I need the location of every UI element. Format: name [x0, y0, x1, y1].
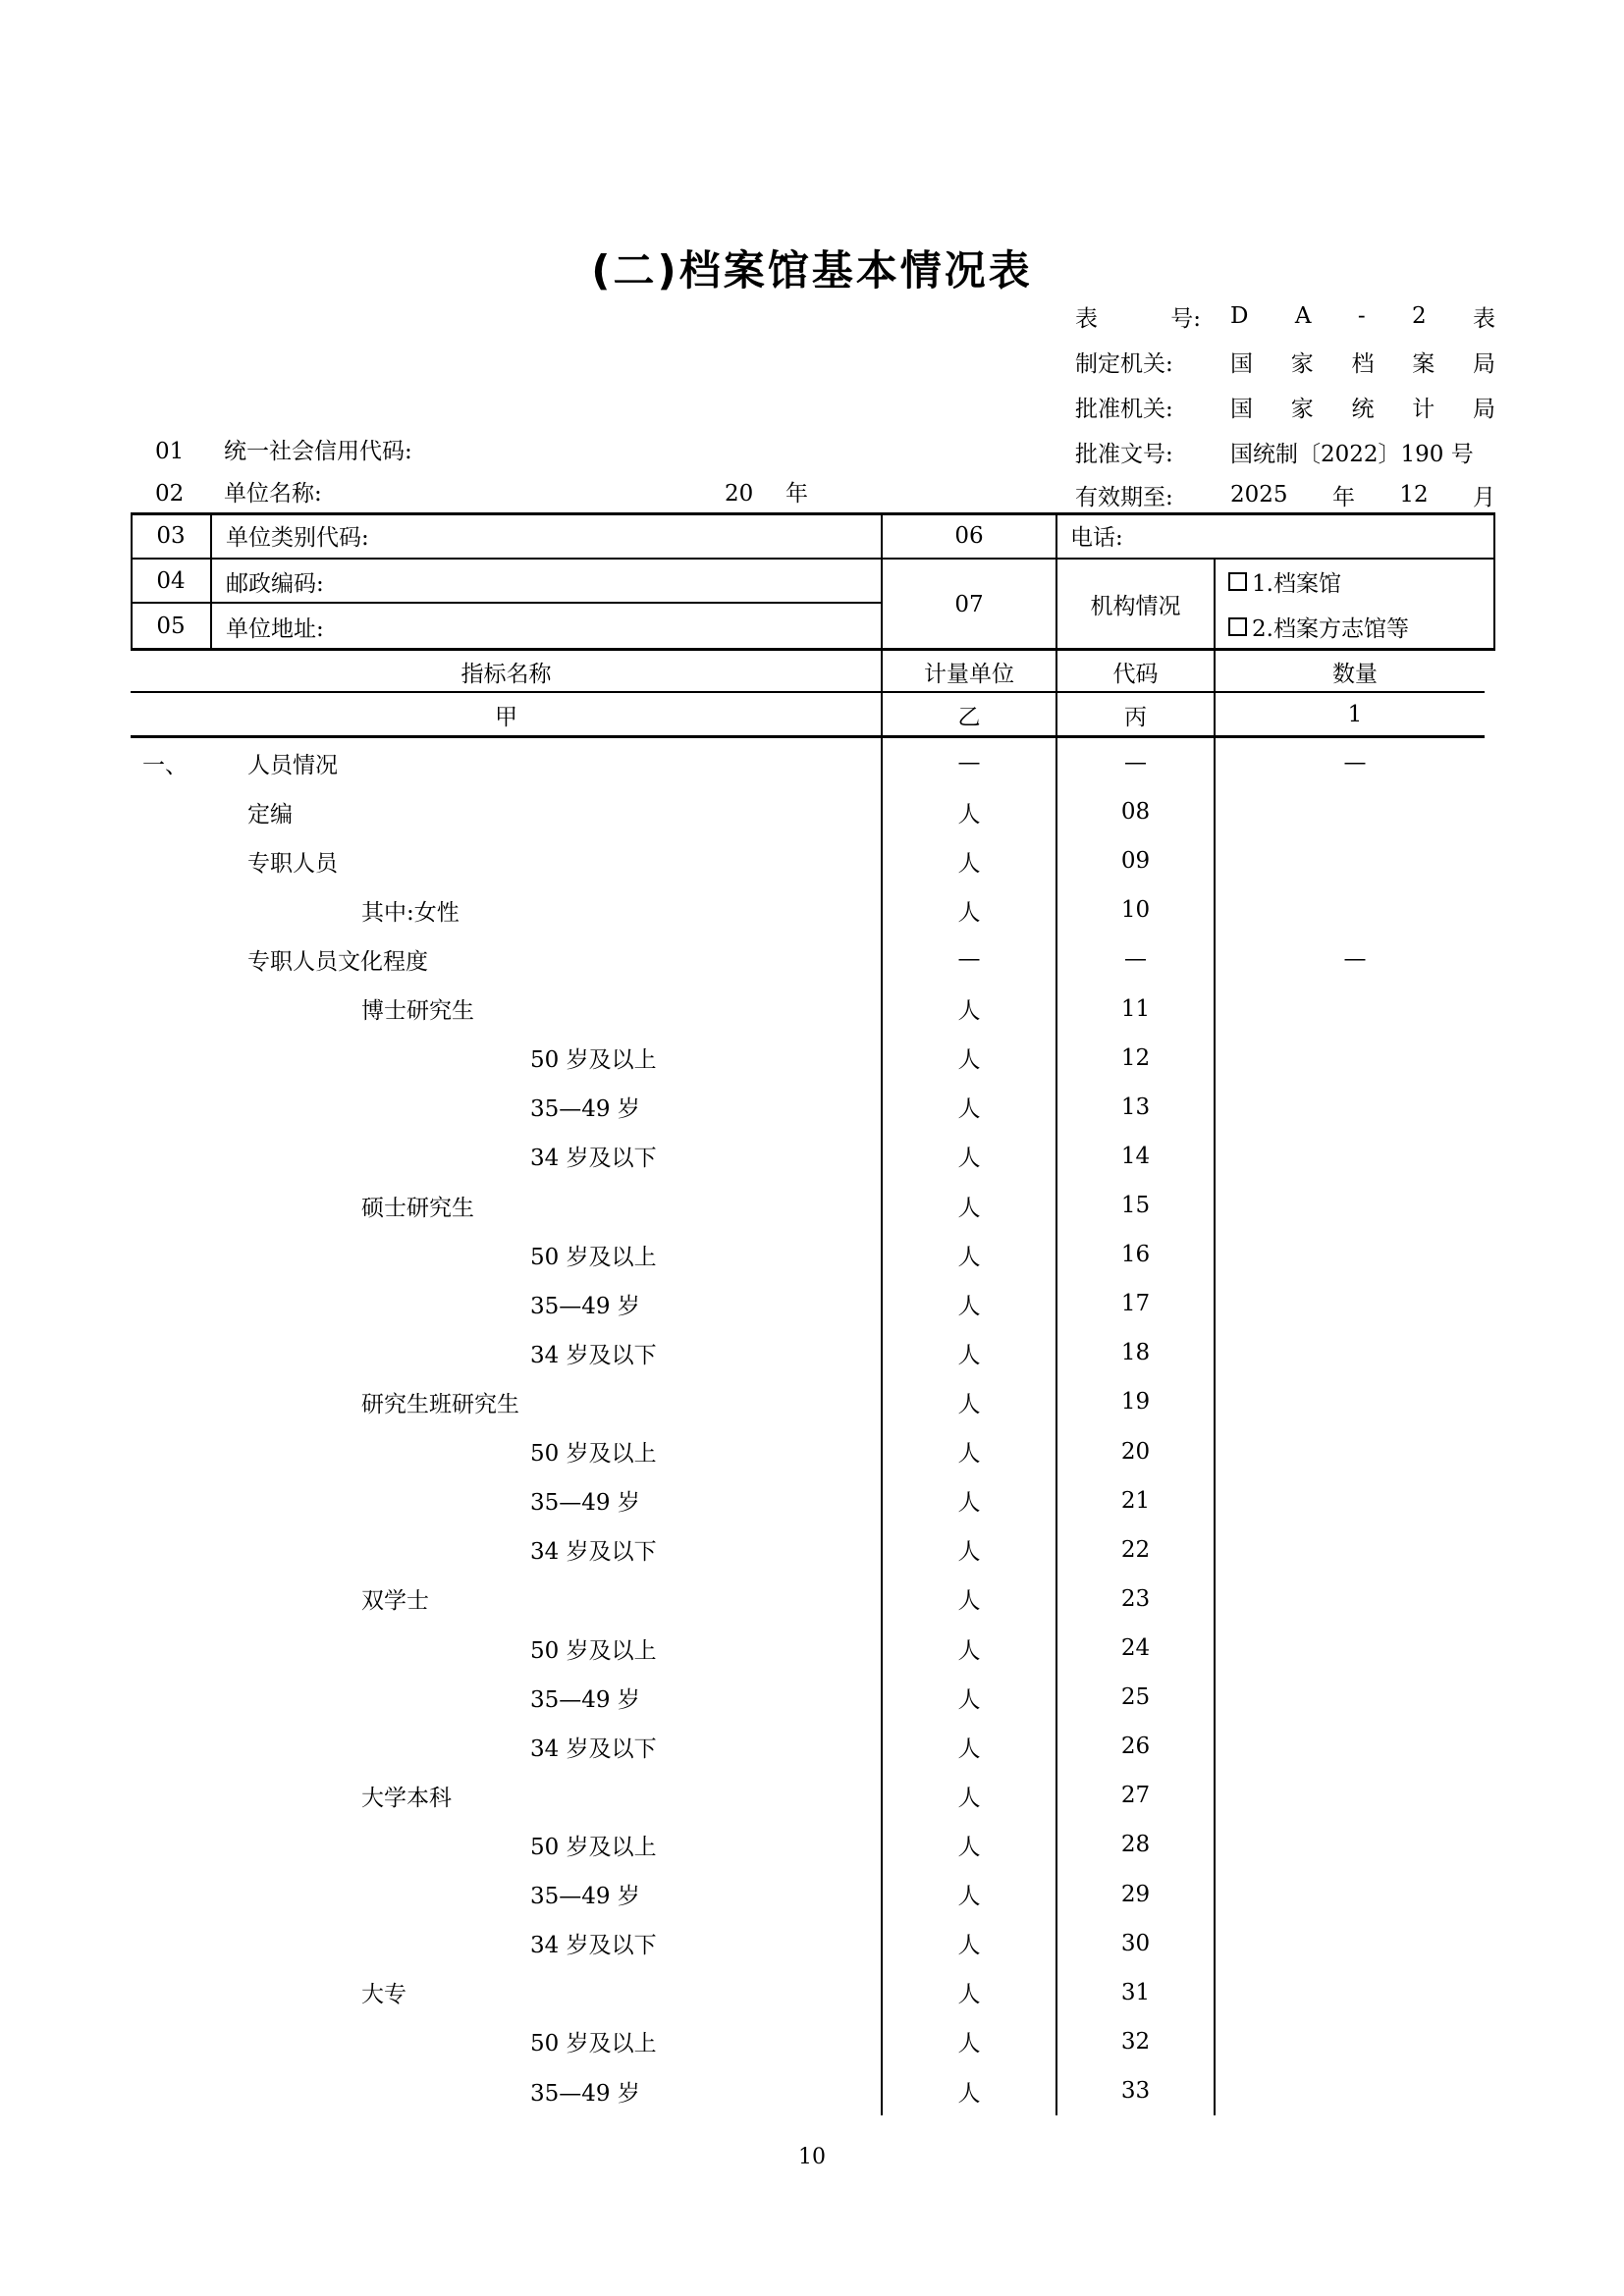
field-label: 单位类别代码:	[226, 525, 369, 551]
indicator-label: 专职人员	[247, 850, 338, 877]
unit-cell: 人	[957, 850, 981, 877]
meta-token: 国	[1230, 396, 1253, 422]
table-row	[131, 1575, 1495, 1624]
indicator-label: 大专	[361, 1982, 406, 2008]
unit-cell: 人	[957, 1195, 981, 1221]
meta-token: 统	[1351, 396, 1375, 422]
table-row	[131, 985, 1495, 1034]
meta-token: 局	[1473, 350, 1495, 377]
indicator-name-cell	[131, 1034, 882, 1083]
code-cell: 32	[1120, 2028, 1151, 2055]
qty-cell	[1215, 2066, 1495, 2115]
indicator-label: 50 岁及以上	[530, 1244, 657, 1270]
table-row	[131, 1132, 1495, 1181]
meta-token: 家	[1290, 350, 1314, 377]
indicator-name-cell	[131, 1673, 882, 1722]
meta-token: 表	[1473, 305, 1495, 332]
qty-cell	[1215, 1377, 1495, 1426]
code-cell: 17	[1120, 1291, 1151, 1317]
unit-cell: 人	[957, 1391, 981, 1417]
meta-token: 表	[1075, 305, 1098, 332]
subheader-name: 甲	[495, 704, 517, 730]
unit-cell: 人	[957, 1834, 981, 1860]
indicator-label: 34 岁及以下	[530, 1539, 657, 1566]
unit-cell: —	[957, 946, 981, 973]
unit-cell: 人	[957, 899, 981, 926]
qty-cell	[1215, 985, 1495, 1034]
qty-cell	[1215, 1132, 1495, 1181]
column-header-name: 指标名称	[460, 661, 552, 687]
indicator-label: 定编	[247, 801, 293, 828]
indicator-label: 35—49 岁	[530, 1293, 640, 1319]
qty-cell	[1215, 1427, 1495, 1476]
code-cell: 25	[1120, 1684, 1151, 1711]
table-row	[131, 1230, 1495, 1279]
indicator-label: 34 岁及以下	[530, 1933, 657, 1959]
table-row	[131, 1870, 1495, 1919]
field-label: 邮政编码:	[226, 570, 324, 597]
indicator-name-cell	[131, 1377, 882, 1426]
qty-cell	[1215, 1919, 1495, 1968]
qty-cell	[1215, 1820, 1495, 1869]
indicator-label: 大学本科	[361, 1785, 452, 1811]
table-row	[131, 1525, 1495, 1575]
indicator-name-cell	[131, 1919, 882, 1968]
indicator-label: 35—49 岁	[530, 2080, 640, 2107]
code-cell: 30	[1120, 1930, 1151, 1956]
meta-row-table-number	[1075, 294, 1495, 338]
meta-token: 计	[1412, 396, 1435, 422]
code-cell: 23	[1120, 1585, 1151, 1612]
unit-cell: 人	[957, 1441, 981, 1468]
code-cell: 13	[1120, 1094, 1151, 1120]
unit-cell: 人	[957, 1588, 981, 1615]
meta-value	[1230, 391, 1495, 423]
meta-token: 国	[1230, 350, 1253, 377]
unit-cell: 人	[957, 1293, 981, 1319]
indicator-name-cell	[131, 1722, 882, 1771]
indicator-label: 50 岁及以上	[530, 1047, 657, 1074]
indicator-label: 专职人员文化程度	[247, 948, 428, 975]
code-cell: 18	[1120, 1340, 1151, 1366]
indicator-label: 其中:女性	[361, 899, 460, 926]
indicator-name-cell	[131, 1575, 882, 1624]
unit-cell: 人	[957, 1244, 981, 1270]
unit-cell: 人	[957, 1884, 981, 1910]
table-row	[131, 1328, 1495, 1377]
field-number: 02	[155, 481, 185, 507]
section-number: 一、	[142, 752, 188, 778]
unit-cell: 人	[957, 1047, 981, 1074]
qty-cell	[1215, 1673, 1495, 1722]
indicator-label: 34 岁及以下	[530, 1342, 657, 1368]
indicator-name-cell	[131, 1624, 882, 1673]
qty-cell: —	[1343, 946, 1367, 973]
indicator-name-cell	[131, 1328, 882, 1377]
unit-cell: 人	[957, 1933, 981, 1959]
unit-cell: 人	[957, 998, 981, 1025]
indicator-name-cell	[131, 738, 882, 787]
table-row	[131, 934, 1495, 984]
field-number: 04	[156, 568, 186, 594]
checkbox-icon	[1228, 617, 1247, 636]
org-type-label: 机构情况	[1090, 594, 1181, 619]
code-cell: 27	[1120, 1783, 1151, 1809]
indicator-label: 35—49 岁	[530, 1884, 640, 1910]
code-cell: 10	[1120, 897, 1151, 924]
unit-cell: 人	[957, 1539, 981, 1566]
table-row	[131, 1377, 1495, 1426]
meta-token: 国统制〔2022〕190 号	[1230, 441, 1474, 467]
code-cell: 09	[1120, 848, 1151, 875]
table-row	[131, 1722, 1495, 1771]
qty-cell	[1215, 1328, 1495, 1377]
meta-token: A	[1294, 303, 1312, 329]
qty-cell: —	[1343, 750, 1367, 776]
code-cell: 15	[1120, 1193, 1151, 1219]
subheader-unit: 乙	[957, 704, 981, 730]
indicator-name-cell	[131, 2017, 882, 2066]
org-option-archive	[1228, 565, 1489, 598]
indicator-label: 硕士研究生	[361, 1195, 474, 1221]
meta-token: 案	[1412, 350, 1435, 377]
checkbox-icon	[1228, 572, 1247, 591]
meta-token: 家	[1290, 396, 1314, 422]
indicator-name-cell	[131, 1476, 882, 1525]
code-cell: —	[1124, 750, 1147, 776]
table-row	[131, 1624, 1495, 1673]
indicator-name-cell	[131, 787, 882, 836]
indicator-label: 50 岁及以上	[530, 1637, 657, 1664]
meta-token: 有效期至:	[1075, 484, 1173, 510]
field-label: 单位名称:	[224, 481, 322, 507]
indicator-label: 34 岁及以下	[530, 1735, 657, 1762]
page-title: (二)档案馆基本情况表	[591, 246, 1033, 294]
indicator-label: 50 岁及以上	[530, 1441, 657, 1468]
unit-cell: 人	[957, 1637, 981, 1664]
meta-token: 批准机关:	[1075, 396, 1173, 422]
table-row	[131, 1968, 1495, 2017]
qty-cell	[1215, 1771, 1495, 1820]
meta-token: 制定机关:	[1075, 350, 1173, 377]
table-row	[131, 787, 1495, 836]
indicator-label: 35—49 岁	[530, 1686, 640, 1713]
id-line-02	[0, 472, 1624, 515]
meta-label	[1075, 346, 1201, 378]
qty-cell	[1215, 1034, 1495, 1083]
table-row	[131, 2017, 1495, 2066]
indicator-name-cell	[131, 1427, 882, 1476]
unit-cell: 人	[957, 1982, 981, 2008]
code-cell: 22	[1120, 1536, 1151, 1563]
qty-cell	[1215, 787, 1495, 836]
meta-token: 月	[1473, 484, 1495, 510]
table-row	[131, 1673, 1495, 1722]
code-cell: 26	[1120, 1734, 1151, 1760]
code-cell: —	[1124, 946, 1147, 973]
indicator-name-cell	[131, 2066, 882, 2115]
code-cell: 12	[1120, 1044, 1151, 1071]
column-header-code: 代码	[1112, 661, 1159, 687]
indicator-label: 50 岁及以上	[530, 1834, 657, 1860]
indicator-name-cell	[131, 1181, 882, 1230]
year-suffix: 年	[785, 481, 808, 507]
option-label: 2.档案方志馆等	[1252, 615, 1409, 642]
indicator-name-cell	[131, 934, 882, 984]
column-header-qty: 数量	[1332, 661, 1378, 687]
unit-cell: 人	[957, 1490, 981, 1517]
code-cell: 33	[1120, 2078, 1151, 2104]
meta-token: 2025	[1230, 482, 1288, 507]
meta-label	[1075, 391, 1201, 423]
indicator-name-cell	[131, 1230, 882, 1279]
year-value: 20	[725, 481, 754, 507]
meta-row-issuing-agency	[1075, 340, 1495, 383]
qty-cell	[1215, 1181, 1495, 1230]
meta-token: 号:	[1170, 305, 1201, 332]
meta-token: 12	[1399, 482, 1429, 507]
meta-token: -	[1357, 303, 1366, 329]
meta-token: 年	[1331, 484, 1355, 510]
code-cell: 11	[1120, 995, 1151, 1022]
field-number: 03	[156, 522, 186, 549]
unit-cell: 人	[957, 1686, 981, 1713]
indicator-name-cell	[131, 985, 882, 1034]
qty-cell	[1215, 1083, 1495, 1132]
meta-value	[1230, 300, 1495, 333]
table-row	[131, 1476, 1495, 1525]
page-number: 10	[798, 2145, 826, 2169]
meta-token: 批准文号:	[1075, 441, 1173, 467]
code-cell: 20	[1120, 1438, 1151, 1465]
indicator-name-cell	[131, 1968, 882, 2017]
table-row	[131, 1181, 1495, 1230]
meta-row-approving-agency	[1075, 385, 1495, 428]
qty-cell	[1215, 1230, 1495, 1279]
qty-cell	[1215, 1575, 1495, 1624]
org-type-options	[1228, 560, 1489, 649]
qty-cell	[1215, 836, 1495, 885]
code-cell: 29	[1120, 1881, 1151, 1907]
meta-token: 2	[1411, 303, 1427, 329]
indicator-label: 研究生班研究生	[361, 1391, 519, 1417]
table-row	[131, 836, 1495, 885]
code-cell: 21	[1120, 1487, 1151, 1514]
unit-cell: 人	[957, 801, 981, 828]
meta-token: 档	[1351, 350, 1375, 377]
indicator-name-cell	[131, 885, 882, 934]
indicator-name-cell	[131, 836, 882, 885]
table-row	[131, 1034, 1495, 1083]
field-label: 统一社会信用代码:	[224, 439, 412, 464]
table-border-right	[1493, 512, 1495, 651]
qty-cell	[1215, 1624, 1495, 1673]
option-label: 1.档案馆	[1252, 571, 1341, 598]
unit-cell: —	[957, 750, 981, 776]
table-row	[131, 1771, 1495, 1820]
indicator-name-cell	[131, 1525, 882, 1575]
indicator-label: 35—49 岁	[530, 1096, 640, 1123]
table-row	[131, 2066, 1495, 2115]
meta-token: D	[1230, 303, 1249, 329]
field-code: 07	[954, 591, 984, 617]
qty-cell	[1215, 1870, 1495, 1919]
subheader-code: 丙	[1124, 704, 1147, 730]
meta-value	[1230, 346, 1495, 378]
code-cell: 24	[1120, 1635, 1151, 1662]
table-row	[131, 1820, 1495, 1869]
qty-cell	[1215, 2017, 1495, 2066]
unit-cell: 人	[957, 1785, 981, 1811]
indicator-label: 双学士	[361, 1588, 429, 1615]
qty-cell	[1215, 885, 1495, 934]
qty-cell	[1215, 1476, 1495, 1525]
indicator-rows	[131, 738, 1495, 2115]
org-option-archive-chronicle	[1228, 611, 1489, 643]
id-line-01	[0, 430, 1624, 473]
field-label: 单位地址:	[226, 615, 324, 642]
meta-token: 局	[1473, 396, 1495, 422]
unit-cell: 人	[957, 1735, 981, 1762]
field-code: 06	[954, 522, 984, 549]
indicator-label: 34 岁及以下	[530, 1146, 657, 1172]
indicator-label: 35—49 岁	[530, 1490, 640, 1517]
indicator-name-cell	[131, 1279, 882, 1328]
table-row	[131, 1083, 1495, 1132]
indicator-name-cell	[131, 1820, 882, 1869]
unit-cell: 人	[957, 1342, 981, 1368]
field-number: 01	[155, 439, 185, 464]
unit-cell: 人	[957, 1096, 981, 1123]
code-cell: 31	[1120, 1979, 1151, 2005]
code-cell: 16	[1120, 1242, 1151, 1268]
qty-cell	[1215, 1279, 1495, 1328]
qty-cell	[1215, 1722, 1495, 1771]
indicator-name-cell	[131, 1132, 882, 1181]
subheader-qty: 1	[1347, 702, 1363, 727]
code-cell: 19	[1120, 1389, 1151, 1415]
indicator-label: 50 岁及以上	[530, 2031, 657, 2057]
indicator-name-cell	[131, 1771, 882, 1820]
table-row	[131, 1279, 1495, 1328]
indicator-name-cell	[131, 1870, 882, 1919]
unit-cell: 人	[957, 1146, 981, 1172]
unit-cell: 人	[957, 2080, 981, 2107]
qty-cell	[1215, 1525, 1495, 1575]
meta-label	[1075, 300, 1201, 333]
unit-cell: 人	[957, 2031, 981, 2057]
table-row	[131, 885, 1495, 934]
qty-cell	[1215, 1968, 1495, 2017]
indicator-label: 人员情况	[247, 752, 338, 778]
field-number: 05	[156, 614, 186, 639]
table-row	[131, 1919, 1495, 1968]
code-cell: 08	[1120, 799, 1151, 826]
table-row	[131, 738, 1495, 787]
column-header-unit: 计量单位	[924, 661, 1014, 687]
indicator-name-cell	[131, 1083, 882, 1132]
indicator-label: 博士研究生	[361, 998, 474, 1025]
code-cell: 28	[1120, 1832, 1151, 1858]
phone-label: 电话:	[1070, 525, 1123, 551]
code-cell: 14	[1120, 1143, 1151, 1169]
table-row	[131, 1427, 1495, 1476]
